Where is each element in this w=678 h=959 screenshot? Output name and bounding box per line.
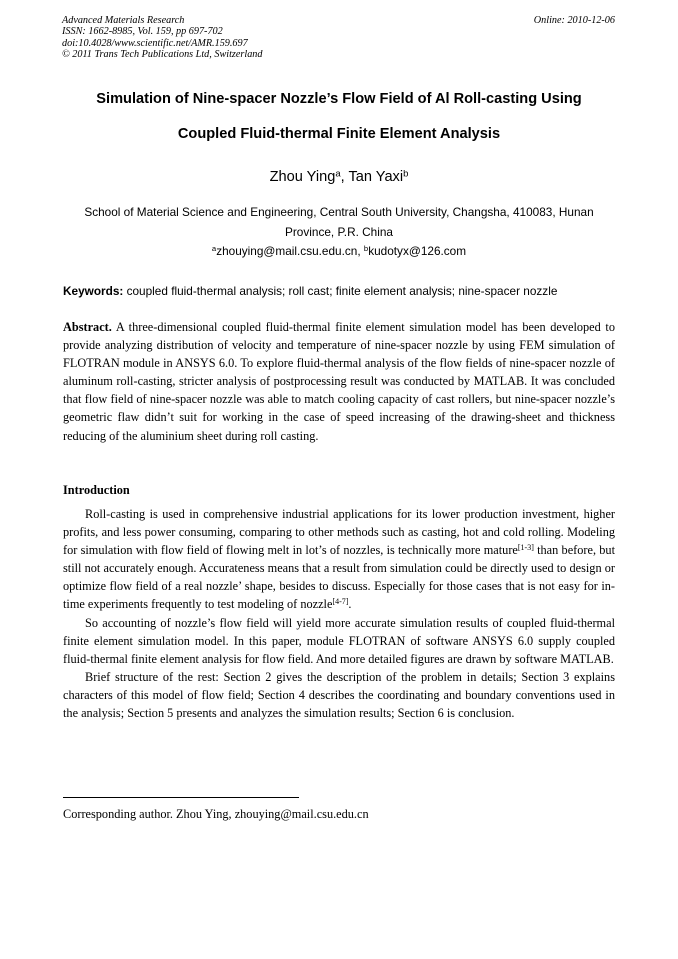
journal-name: Advanced Materials Research [62, 15, 185, 26]
doi-line: doi:10.4028/www.scientific.net/AMR.159.697 [62, 37, 248, 49]
email-a: zhouying@mail.csu.edu.cn [216, 244, 358, 258]
email-a-mark: a [211, 244, 217, 254]
introduction-heading: Introduction [63, 483, 130, 497]
intro-p1-text-a: Roll-casting is used in comprehensive industrial applications for its lower production investment, higher profits, and less power consuming, comparing to other methods such as casting, hot and cold rolling. Modeling for simulation with flow field of flowing melt in lot’s of nozzles, is technically more mature [63, 507, 615, 558]
affiliation: School of Material Science and Engineering, Central South University, Changsha, 410083, Hunan Province, P.R. China [84, 205, 594, 239]
corresponding-author-footnote: Corresponding author. Zhou Ying, zhouying@mail.csu.edu.cn [63, 807, 369, 821]
intro-p1-text-b: than before, but still not accurately enough. Accurateness means that a result from simulation could be directly used to design or optimize flow field of a real nozzle’ shape, besides to discuss. Especially for those cases that is not easy for in-time experiments frequently to test modeling of nozzle [63, 543, 615, 612]
keywords-label: Keywords: [63, 284, 124, 298]
copyright-line: © 2011 Trans Tech Publications Ltd, Switzerland [62, 49, 263, 61]
email-b: kudotyx@126.com [368, 244, 467, 258]
footnote-divider [63, 797, 299, 798]
citation-ref-2: [4-7] [332, 597, 349, 607]
intro-paragraph-1 [63, 505, 615, 614]
citation-ref-1: [1-3] [517, 543, 534, 553]
paper-title-line-2: Coupled Fluid-thermal Finite Element Analysis [177, 126, 501, 142]
paper-title-line-1: Simulation of Nine-spacer Nozzle’s Flow Field of Al Roll-casting Using [96, 91, 582, 107]
author-2: Tan Yaxi [348, 169, 404, 185]
keywords [63, 283, 623, 299]
abstract-label: Abstract. [63, 320, 112, 334]
online-date: Online: 2010-12-06 [533, 15, 615, 26]
author-list [40, 168, 638, 186]
intro-paragraph-3: Brief structure of the rest: Section 2 gives the description of the problem in details; Section 3 explains characters of this model of flow field; Section 4 describes the coordinating and boundary conventions used in the analysis; Section 5 presents and analyzes the simulation results; Section 6 is conclusion. [63, 669, 615, 721]
author-2-affil-mark: b [403, 168, 409, 180]
intro-paragraph-2: So accounting of nozzle’s flow field will yield more accurate simulation results of coupled fluid-thermal finite element simulation model. In this paper, module FLOTRAN of software ANSYS 6.0 supply coupled fluid-thermal finite element analysis for flow field. And more detailed figures are drawn by software MATLAB. [63, 615, 615, 666]
keywords-text: coupled fluid-thermal analysis; roll cast; finite element analysis; nine-spacer nozzle [123, 284, 558, 298]
author-1-affil-mark: a [335, 168, 341, 180]
issn-line: ISSN: 1662-8985, Vol. 159, pp 697-702 [62, 26, 223, 38]
abstract-text: A three-dimensional coupled fluid-thermal finite element simulation model has been developed to provide analyzing distribution of velocity and temperature of nine-spacer nozzle by using FEM simulation of FLOTRAN module in ANSYS 6.0. To explore fluid-thermal analysis of the flow fields of nine-spacer nozzle of aluminum roll-casting, stricter analysis of postprocessing result was conducted by MATLAB. It was concluded that flow field of nine-spacer nozzle was able to match cooling capacity of cast rollers, but nine-spacer nozzle’s geometric flaw didn’t suit for working in the case of speed increasing of the drawing-sheet and thickness reducing of the aluminium sheet during roll casting. [63, 320, 615, 443]
abstract [63, 318, 615, 445]
author-1: Zhou Ying [269, 169, 336, 185]
email-separator: , [357, 244, 364, 258]
journal-header [62, 15, 262, 61]
intro-p1-text-c: . [348, 597, 352, 612]
introduction-body [63, 505, 615, 722]
author-separator: , [340, 169, 349, 185]
email-line [40, 243, 638, 259]
email-b-mark: b [363, 244, 369, 254]
